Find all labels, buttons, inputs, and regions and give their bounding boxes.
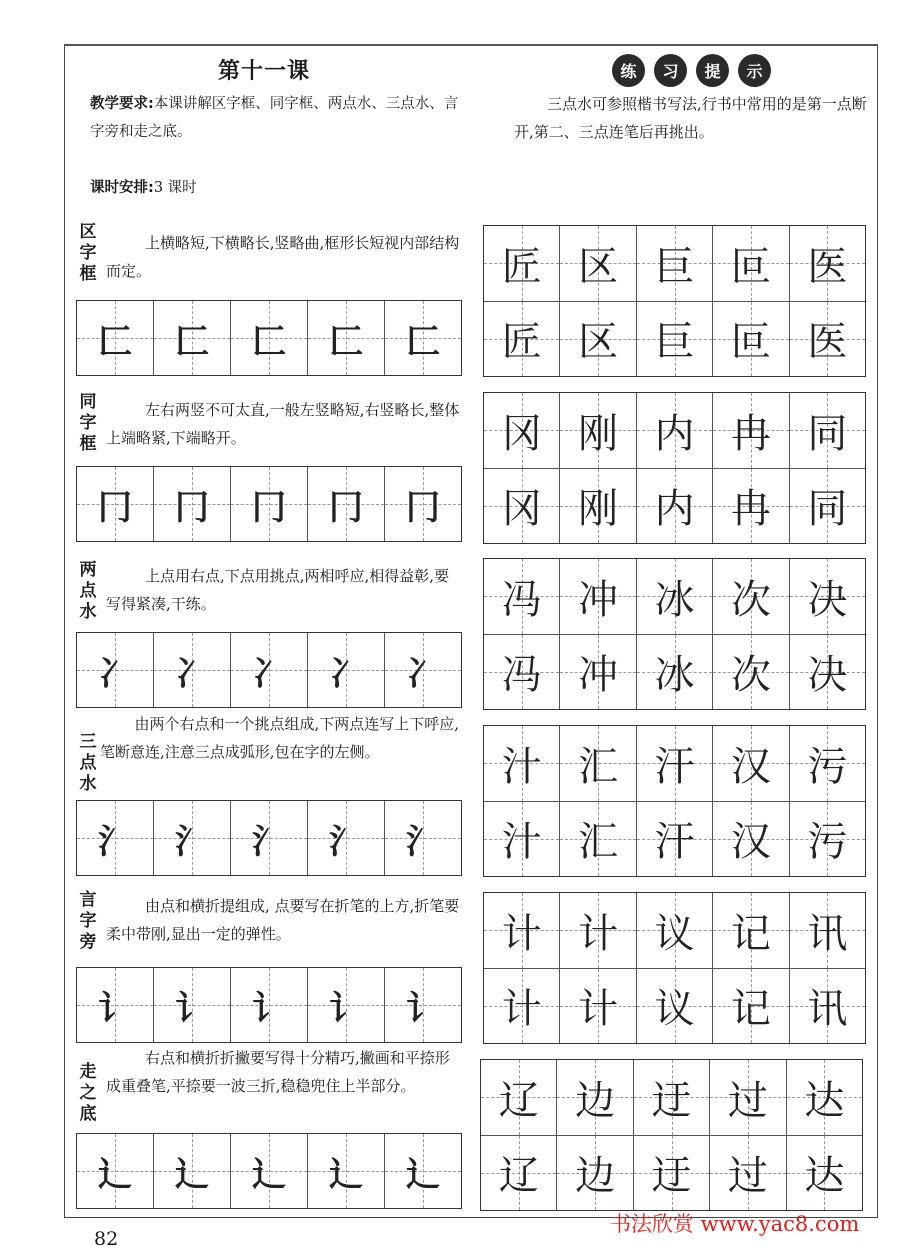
example-char: 过: [727, 1153, 768, 1200]
example-cell: [637, 802, 713, 877]
example-char: 医: [807, 319, 848, 366]
example-cell: [484, 559, 560, 634]
example-char: 迂: [651, 1077, 692, 1124]
example-grid-zouzhidi: [480, 1059, 863, 1211]
stroke-glyph: 冫: [252, 653, 286, 694]
example-char: 冈: [501, 486, 542, 533]
stroke-cell: [231, 633, 308, 707]
example-cell: [557, 1136, 633, 1211]
section-desc-yanzipang: 由点和横折提组成, 点要写在折笔的上方,折笔要柔中带刚,显出一定的弹性。: [106, 897, 460, 943]
example-char: 迂: [651, 1153, 692, 1200]
example-char: 决: [807, 652, 848, 699]
example-char: 污: [807, 743, 848, 790]
stroke-cell: [154, 633, 231, 707]
example-cell: [713, 726, 789, 801]
example-char: 冯: [501, 652, 542, 699]
requirements-text: 本课讲解区字框、同字框、两点水、三点水、言字旁和走之底。: [90, 96, 459, 140]
example-char: 内: [654, 410, 695, 457]
example-cell: [637, 559, 713, 634]
stroke-glyph: 氵: [252, 821, 286, 862]
example-row: [484, 393, 865, 469]
example-cell: [637, 969, 713, 1044]
example-cell: [560, 802, 636, 877]
stroke-glyph: 辶: [175, 1154, 209, 1195]
example-char: 议: [654, 986, 695, 1033]
example-cell: [790, 469, 865, 544]
example-cell: [637, 726, 713, 801]
stroke-cell: [385, 968, 461, 1042]
watermark: 书法欣赏 www.yac8.com: [610, 1212, 860, 1236]
example-cell: [637, 893, 713, 968]
example-char: 汗: [654, 819, 695, 866]
stroke-glyph: 匚: [252, 321, 286, 362]
section-label-sandianshui: 三点水: [79, 732, 97, 794]
stroke-cell: [77, 968, 154, 1042]
example-char: 巨: [654, 243, 695, 290]
example-grid-sandianshui: [483, 725, 866, 877]
example-char: 冰: [654, 576, 695, 623]
stroke-cell: [77, 467, 154, 541]
example-char: 议: [654, 910, 695, 957]
stroke-cell: [308, 801, 385, 875]
example-char: 冰: [654, 652, 695, 699]
stroke-grid-yanzipang: [76, 967, 462, 1043]
example-cell: [790, 393, 865, 468]
stroke-glyph: 冫: [329, 653, 363, 694]
example-cell: [787, 1060, 862, 1135]
stroke-glyph: 匚: [406, 321, 440, 362]
stroke-cell: [385, 801, 461, 875]
example-grid-tong: [483, 392, 866, 544]
schedule-label: 课时安排:: [90, 180, 154, 196]
stroke-cell: [308, 1134, 385, 1208]
example-char: 区: [578, 243, 619, 290]
stroke-glyph: 氵: [175, 821, 209, 862]
stroke-cell: [154, 801, 231, 875]
badge-practice-1: 练: [612, 54, 645, 87]
example-cell: [560, 635, 636, 710]
stroke-cell: [154, 301, 231, 375]
stroke-cell: [308, 633, 385, 707]
stroke-glyph: 冂: [98, 487, 132, 528]
example-char: 记: [730, 910, 771, 957]
example-char: 汇: [578, 743, 619, 790]
example-char: 区: [578, 319, 619, 366]
example-cell: [713, 893, 789, 968]
example-cell: [710, 1060, 786, 1135]
example-char: 汉: [730, 743, 771, 790]
example-char: 边: [575, 1077, 616, 1124]
example-cell: [790, 226, 865, 301]
example-row: [484, 802, 865, 877]
stroke-cell: [385, 633, 461, 707]
example-char: 汗: [654, 743, 695, 790]
example-cell: [637, 635, 713, 710]
example-cell: [484, 226, 560, 301]
example-cell: [713, 226, 789, 301]
example-cell: [713, 302, 789, 377]
stroke-glyph: 匚: [329, 321, 363, 362]
page-number: 82: [94, 1228, 119, 1250]
example-char: 同: [807, 486, 848, 533]
example-char: 辽: [498, 1077, 539, 1124]
stroke-glyph: 冂: [406, 487, 440, 528]
example-cell: [481, 1136, 557, 1211]
example-cell: [637, 302, 713, 377]
section-label-tong: 同字框: [79, 392, 97, 454]
stroke-glyph: 氵: [98, 821, 132, 862]
stroke-glyph: 辶: [98, 1154, 132, 1195]
example-cell: [790, 635, 865, 710]
example-cell: [790, 302, 865, 377]
section-label-zouzhidi: 走之底: [79, 1062, 97, 1124]
example-char: 叵: [730, 319, 771, 366]
badge-tip-1: 提: [696, 54, 729, 87]
example-char: 汁: [501, 743, 542, 790]
example-cell: [560, 469, 636, 544]
example-char: 次: [730, 576, 771, 623]
example-cell: [634, 1136, 710, 1211]
stroke-grid-qu: [76, 300, 462, 376]
section-label-liangdianshui: 两点水: [79, 560, 97, 622]
example-cell: [790, 969, 865, 1044]
example-char: 过: [727, 1077, 768, 1124]
badge-practice-2: 习: [654, 54, 687, 87]
example-row: [484, 893, 865, 969]
stroke-glyph: 讠: [98, 988, 132, 1029]
section-desc-sandianshui: 由两个右点和一个挑点组成,下两点连写上下呼应,笔断意连,注意三点成弧形,包在字的左侧。: [100, 715, 460, 761]
example-char: 讯: [807, 986, 848, 1033]
section-desc-zouzhidi: 右点和横折折撇要写得十分精巧,撇画和平捺形成重叠笔,平捺要一波三折,稳稳兜住上半部分。: [106, 1049, 450, 1095]
stroke-cell: [231, 1134, 308, 1208]
example-char: 冲: [578, 652, 619, 699]
example-char: 次: [730, 652, 771, 699]
example-char: 叵: [730, 243, 771, 290]
example-cell: [713, 559, 789, 634]
example-row: [484, 726, 865, 802]
stroke-cell: [231, 968, 308, 1042]
example-char: 达: [804, 1153, 845, 1200]
example-char: 刚: [578, 410, 619, 457]
schedule-text: 3 课时: [153, 180, 197, 196]
stroke-glyph: 讠: [406, 988, 440, 1029]
example-grid-liangdianshui: [483, 558, 866, 710]
example-char: 冉: [730, 486, 771, 533]
example-char: 冈: [501, 410, 542, 457]
example-cell: [713, 635, 789, 710]
stroke-glyph: 氵: [406, 821, 440, 862]
example-cell: [560, 893, 636, 968]
example-char: 汁: [501, 819, 542, 866]
stroke-glyph: 辶: [329, 1154, 363, 1195]
example-cell: [634, 1060, 710, 1135]
example-cell: [560, 969, 636, 1044]
example-row: [484, 635, 865, 710]
example-cell: [713, 802, 789, 877]
example-cell: [637, 469, 713, 544]
example-cell: [484, 393, 560, 468]
section-label-yanzipang: 言字旁: [79, 890, 97, 952]
stroke-glyph: 冂: [175, 487, 209, 528]
example-cell: [484, 893, 560, 968]
stroke-grid-sandianshui: [76, 800, 462, 876]
example-char: 冲: [578, 576, 619, 623]
example-cell: [560, 393, 636, 468]
example-row: [484, 559, 865, 635]
example-cell: [790, 893, 865, 968]
badge-tip-2: 示: [738, 54, 771, 87]
stroke-cell: [308, 467, 385, 541]
stroke-cell: [308, 968, 385, 1042]
example-cell: [560, 302, 636, 377]
example-char: 计: [501, 986, 542, 1033]
example-row: [484, 969, 865, 1044]
section-label-qu: 区字框: [79, 222, 97, 284]
example-char: 辽: [498, 1153, 539, 1200]
example-char: 达: [804, 1077, 845, 1124]
stroke-cell: [154, 467, 231, 541]
example-cell: [560, 226, 636, 301]
stroke-glyph: 氵: [329, 821, 363, 862]
example-char: 计: [578, 986, 619, 1033]
example-char: 汉: [730, 819, 771, 866]
example-cell: [710, 1136, 786, 1211]
practice-tips-badges: [612, 54, 771, 87]
example-cell: [790, 726, 865, 801]
example-char: 巨: [654, 319, 695, 366]
stroke-cell: [77, 801, 154, 875]
stroke-grid-zouzhidi: [76, 1133, 462, 1209]
section-desc-liangdianshui: 上点用右点,下点用挑点,两相呼应,相得益彰,要写得紧凑,干练。: [106, 567, 450, 613]
stroke-cell: [154, 968, 231, 1042]
example-char: 记: [730, 986, 771, 1033]
stroke-grid-liangdianshui: [76, 632, 462, 708]
stroke-grid-tong: [76, 466, 462, 542]
example-char: 内: [654, 486, 695, 533]
section-desc-qu: 上横略短,下横略长,竖略曲,框形长短视内部结构而定。: [106, 234, 460, 280]
example-cell: [637, 226, 713, 301]
stroke-cell: [77, 1134, 154, 1208]
example-char: 汇: [578, 819, 619, 866]
example-row: [484, 469, 865, 544]
example-cell: [787, 1136, 862, 1211]
stroke-glyph: 冫: [98, 653, 132, 694]
example-char: 刚: [578, 486, 619, 533]
example-char: 计: [501, 910, 542, 957]
stroke-glyph: 讠: [252, 988, 286, 1029]
stroke-glyph: 冫: [406, 653, 440, 694]
example-row: [484, 226, 865, 302]
stroke-cell: [231, 801, 308, 875]
example-cell: [713, 969, 789, 1044]
example-cell: [790, 559, 865, 634]
example-grid-qu: [483, 225, 866, 377]
stroke-cell: [77, 633, 154, 707]
stroke-glyph: 冫: [175, 653, 209, 694]
example-cell: [484, 302, 560, 377]
example-char: 冉: [730, 410, 771, 457]
example-cell: [560, 559, 636, 634]
stroke-glyph: 讠: [329, 988, 363, 1029]
stroke-cell: [385, 301, 461, 375]
example-char: 计: [578, 910, 619, 957]
example-char: 匠: [501, 243, 542, 290]
stroke-glyph: 辶: [406, 1154, 440, 1195]
example-cell: [713, 393, 789, 468]
example-char: 决: [807, 576, 848, 623]
stroke-glyph: 讠: [175, 988, 209, 1029]
requirements-label: 教学要求:: [90, 96, 154, 112]
example-grid-yanzipang: [483, 892, 866, 1044]
stroke-cell: [385, 1134, 461, 1208]
stroke-glyph: 匚: [175, 321, 209, 362]
example-cell: [637, 393, 713, 468]
stroke-cell: [77, 301, 154, 375]
example-cell: [713, 469, 789, 544]
stroke-cell: [154, 1134, 231, 1208]
example-row: [484, 302, 865, 377]
example-row: [481, 1060, 862, 1136]
stroke-glyph: 冂: [329, 487, 363, 528]
example-cell: [560, 726, 636, 801]
example-char: 污: [807, 819, 848, 866]
example-cell: [557, 1060, 633, 1135]
stroke-cell: [231, 467, 308, 541]
stroke-glyph: 冂: [252, 487, 286, 528]
example-char: 同: [807, 410, 848, 457]
example-row: [481, 1136, 862, 1211]
example-char: 冯: [501, 576, 542, 623]
stroke-cell: [385, 467, 461, 541]
example-cell: [484, 969, 560, 1044]
stroke-cell: [308, 301, 385, 375]
practice-tip-text: 三点水可参照楷书写法,行书中常用的是第一点断开,第二、三点连笔后再挑出。: [514, 95, 867, 141]
example-cell: [484, 802, 560, 877]
example-char: 边: [575, 1153, 616, 1200]
lesson-title: 第十一课: [218, 59, 311, 84]
section-desc-tong: 左右两竖不可太直,一般左竖略短,右竖略长,整体上端略紧,下端略开。: [106, 401, 460, 447]
example-cell: [484, 469, 560, 544]
class-schedule: [90, 176, 197, 197]
example-cell: [484, 726, 560, 801]
example-char: 讯: [807, 910, 848, 957]
example-cell: [481, 1060, 557, 1135]
stroke-glyph: 匚: [98, 321, 132, 362]
example-cell: [484, 635, 560, 710]
example-char: 医: [807, 243, 848, 290]
example-char: 匠: [501, 319, 542, 366]
stroke-cell: [231, 301, 308, 375]
teaching-requirements: [90, 90, 470, 146]
example-cell: [790, 802, 865, 877]
stroke-glyph: 辶: [252, 1154, 286, 1195]
